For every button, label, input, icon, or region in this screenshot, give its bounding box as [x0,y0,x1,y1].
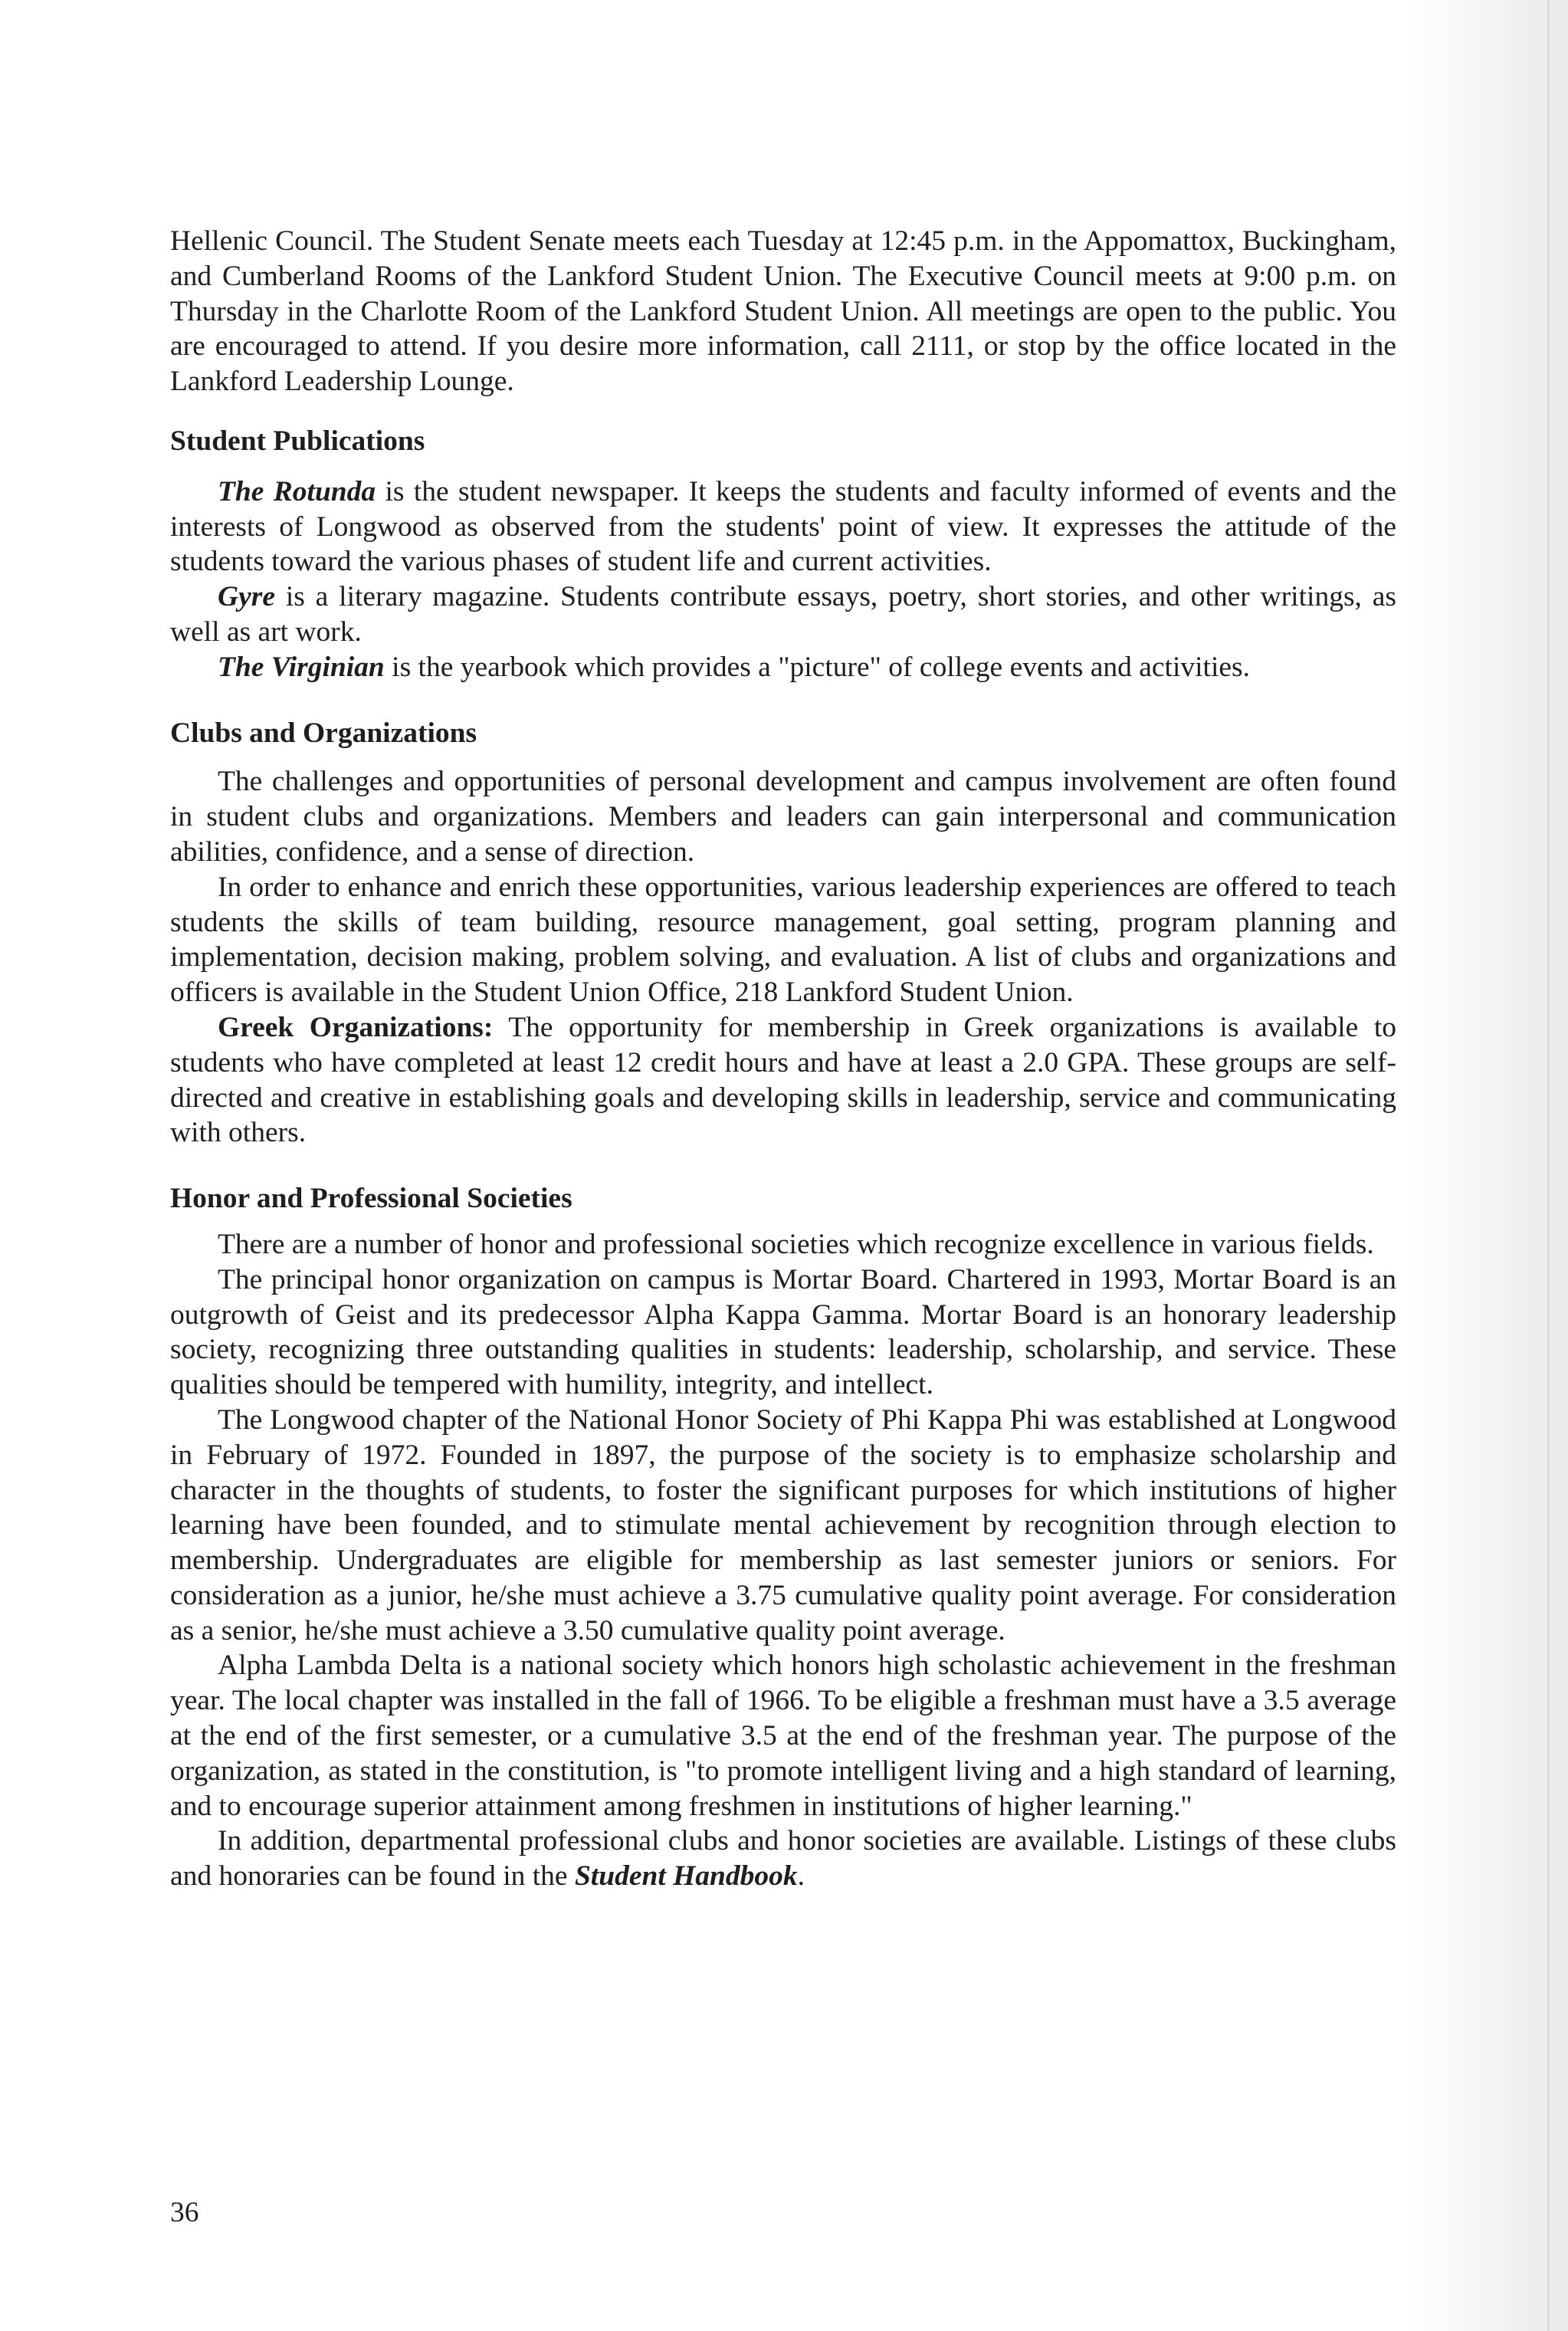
honor-paragraph-2: The principal honor organization on campus is Mortar Board. Chartered in 1993, Mortar Board is an outgrowth of Geist and its predecessor Alpha Kappa Gamma. Mortar Board is an honorary leadership society, recognizing three outstanding qualities in students: leadership, scholarship, and service. These qualities should be tempered with humility, integrity, and intellect. [170,1263,1396,1401]
virginian-paragraph [170,650,1396,685]
honor-paragraph-4: Alpha Lambda Delta is a national society which honors high scholastic achievement in the freshman year. The local chapter was installed in the fall of 1966. To be eligible a freshman must have a 3.5 average at the end of the first semester, or a cumulative 3.5 at the end of the freshman year. The purpose of the organization, as stated in the constitution, is "to promote intelligent living and a high standard of learning, and to encourage superior attainment among freshmen in institutions of higher learning." [170,1650,1396,1822]
gyre-title: Gyre [218,581,275,613]
page-number: 36 [170,2197,199,2228]
senate-paragraph: Hellenic Council. The Student Senate meets each Tuesday at 12:45 p.m. in the Appomattox, Buckingham, and Cumberland Rooms of the Lankford Student Union. The Executive Council meets at 9:00 p.m. on Thursday in the Charlotte Room of the Lankford Student Union. All meetings are open to the public. You are encouraged to attend. If you desire more information, call 2111, or stop by the office located in the Lankford Leadership Lounge. [170,225,1396,398]
honor-p5-text: In addition, departmental professional clubs and honor societies are available. Listings of these clubs and honoraries can be found in the [170,1825,1396,1893]
clubs-paragraph-1: The challenges and opportunities of personal development and campus involvement are often found in student clubs and organizations. Members and leaders can gain interpersonal and communication abilities, confidence, and a sense of direction. [170,766,1396,868]
virginian-text: is the yearbook which provides a "picture" of college events and activities. [384,651,1251,683]
page-body [170,224,1396,1894]
gyre-paragraph [170,579,1396,650]
clubs-heading: Clubs and Organizations [170,717,477,749]
honor-paragraph-1: There are a number of honor and professional societies which recognize excellence in various fields. [218,1228,1374,1260]
honor-p5-end: . [797,1860,805,1893]
greek-label: Greek Organizations: [218,1011,494,1043]
virginian-title: The Virginian [218,651,385,683]
honor-paragraph-3: The Longwood chapter of the National Honor Society of Phi Kappa Phi was established at Longwood in February of 1972. Founded in 1897, the purpose of the society is to emphasize scholarship and character in the thoughts of students, to foster the significant purposes for which institutions of higher learning have been founded, and to stimulate mental achievement by recognition through election to membership. Undergraduates are eligible for membership as last semester juniors or seniors. For consideration as a junior, he/she must achieve a 3.75 cumulative quality point average. For consideration as a senior, he/she must achieve a 3.50 cumulative quality point average. [170,1404,1396,1646]
honor-heading: Honor and Professional Societies [170,1183,572,1215]
honor-paragraph-5 [170,1824,1396,1894]
gyre-text: is a literary magazine. Students contribute essays, poetry, short stories, and other writings, as well as art work. [170,581,1396,648]
rotunda-text: is the student newspaper. It keeps the students and faculty informed of events and the interests of Longwood as observed from the students' point of view. It expresses the attitude of the students toward the various phases of student life and current activities. [170,475,1396,578]
greek-text: The opportunity for membership in Greek organizations is available to students who have completed at least 12 credit hours and have at least a 2.0 GPA. These groups are self-directed and creative in establishing goals and developing skills in leadership, service and communicating with others. [170,1011,1396,1149]
greek-paragraph [170,1010,1396,1151]
student-handbook-title: Student Handbook [574,1860,798,1893]
student-publications-heading: Student Publications [170,425,425,457]
page-edge-shadow [1547,0,1550,2331]
rotunda-title: The Rotunda [218,475,376,507]
clubs-paragraph-2: In order to enhance and enrich these opportunities, various leadership experiences are offered to teach students the skills of team building, resource management, goal setting, program planning and implementation, decision making, problem solving, and evaluation. A list of clubs and organizations and officers is available in the Student Union Office, 218 Lankford Student Union. [170,871,1396,1009]
rotunda-paragraph [170,474,1396,579]
